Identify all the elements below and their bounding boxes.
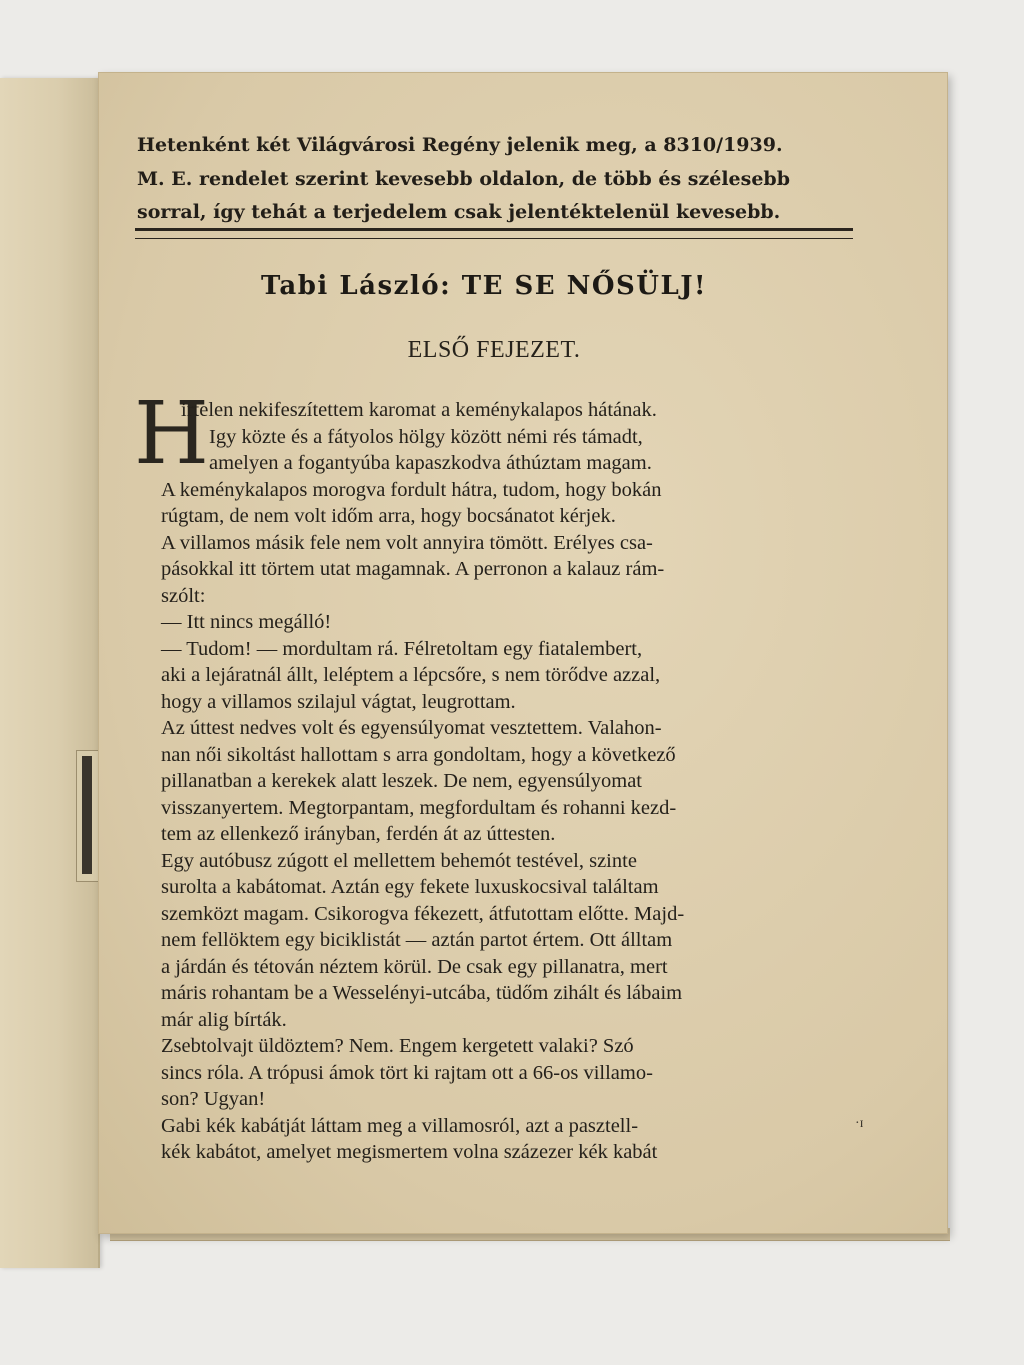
- text-line: már alig bírták.: [161, 1008, 287, 1031]
- drop-cap: H: [134, 384, 209, 484]
- text-line: szemközt magam. Csikorogva fékezett, átfutottam előtte. Majd-: [161, 902, 685, 925]
- text-line: — Itt nincs megálló!: [161, 611, 332, 633]
- text-line: Az úttest nedves volt és egyensúlyomat vesztettem. Valahon-: [161, 717, 662, 739]
- text-line: surolta a kabátomat. Aztán egy fekete luxuskocsival találtam: [161, 876, 659, 898]
- notice-line: M. E. rendelet szerint kevesebb oldalon, de több és szélesebb: [137, 167, 790, 190]
- text-line: Gabi kék kabátját láttam meg a villamosról, azt a pasztell-: [161, 1114, 639, 1137]
- body-text: [161, 397, 851, 1166]
- text-line: A villamos másik fele nem volt annyira tömött. Erélyes csa-: [161, 531, 653, 554]
- text-line: tem az ellenkező irányban, ferdén át az úttesten.: [161, 823, 556, 845]
- text-line: visszanyertem. Megtorpantam, megfordultam és rohanni kezd-: [161, 796, 677, 819]
- publication-notice: [137, 129, 849, 230]
- text-line: amelyen a fogantyúba kapaszkodva áthúztam magam.: [209, 452, 652, 474]
- text-line: sincs róla. A trópusi ámok tört ki rajtam ott a 66-os villamo-: [161, 1061, 653, 1084]
- text-line: nan női sikoltást hallottam s arra gondoltam, hogy a következő: [161, 743, 676, 766]
- text-line: nem fellöktem egy biciklistát — aztán partot értem. Ott álltam: [161, 929, 673, 951]
- binding-slot: [82, 756, 92, 874]
- book-title: Tabi László: TE SE NŐSÜLJ!: [261, 271, 707, 301]
- text-line: son? Ugyan!: [161, 1088, 266, 1110]
- text-line: máris rohantam be a Wesselényi-utcába, tüdőm zihált és lábaim: [161, 982, 683, 1004]
- text-line: rúgtam, de nem volt időm arra, hogy bocsánatot kérjek.: [161, 505, 616, 527]
- text-line: hogy a villamos szilajul vágtat, leugrottam.: [161, 690, 516, 713]
- text-line: A keménykalapos morogva fordult hátra, tudom, hogy bokán: [161, 478, 662, 501]
- notice-line: Hetenként két Világvárosi Regény jelenik meg, a 8310/1939.: [137, 134, 783, 156]
- previous-page: [0, 78, 100, 1268]
- text-line: szólt:: [161, 584, 206, 607]
- text-line: Igy közte és a fátyolos hölgy között némi rés támadt,: [209, 425, 643, 448]
- text-line: irtelen nekifeszítettem karomat a keménykalapos hátának.: [181, 399, 657, 421]
- text-line: aki a lejáratnál állt, leléptem a lépcsőre, s nem törődve azzal,: [161, 664, 661, 686]
- notice-line: sorral, így tehát a terjedelem csak jelentéktelenül kevesebb.: [137, 201, 781, 223]
- text-line: Egy autóbusz zúgott el mellettem behemót testével, szinte: [161, 849, 637, 872]
- text-line: kék kabátot, amelyet megismertem volna százezer kék kabát: [161, 1141, 658, 1163]
- text-line: pillanatban a kerekek alatt leszek. De nem, egyensúlyomat: [161, 770, 642, 792]
- text-line: a járdán és tétován néztem körül. De csak egy pillanatra, mert: [161, 955, 668, 978]
- text-line: Zsebtolvajt üldöztem? Nem. Engem kergetett valaki? Szó: [161, 1035, 634, 1057]
- book-page: [98, 72, 948, 1234]
- chapter-heading: ELSŐ FEJEZET.: [407, 337, 581, 363]
- text-line: pásokkal itt törtem utat magamnak. A perronon a kalauz rám-: [161, 558, 665, 580]
- double-rule-divider: [135, 228, 853, 239]
- text-line: — Tudom! — mordultam rá. Félretoltam egy fiatalembert,: [161, 637, 643, 660]
- page-mark: ·ɪ: [855, 1116, 864, 1131]
